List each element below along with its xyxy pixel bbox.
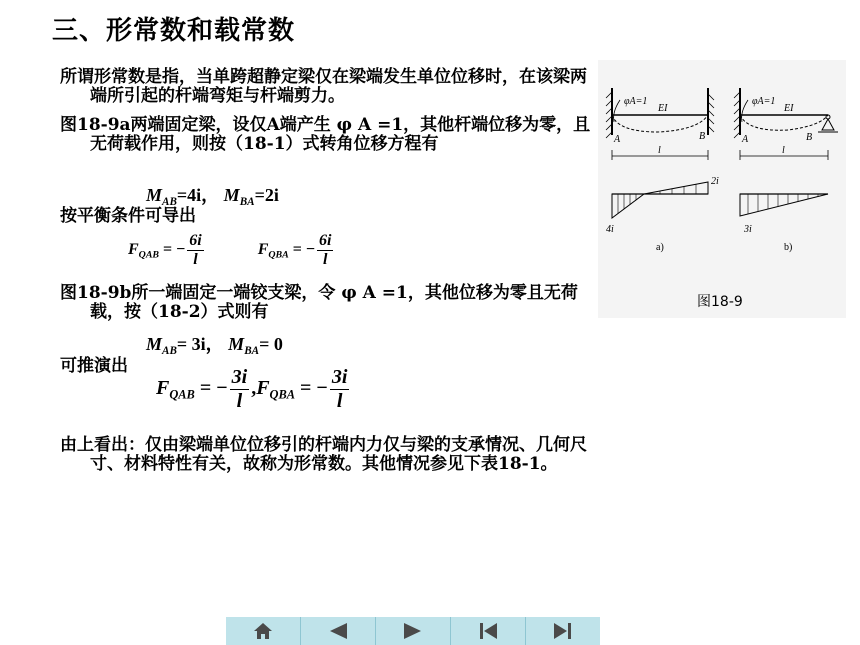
m-ba-value-b: = 0 xyxy=(259,334,283,354)
eq3-separator: ， xyxy=(205,334,224,354)
beam-a xyxy=(606,88,719,253)
home-button[interactable] xyxy=(226,617,301,645)
figure-caption: 图18-9 xyxy=(697,294,743,310)
figure-18-9 xyxy=(598,60,846,318)
first-icon xyxy=(477,621,499,641)
paragraph-fixed-beam-text: 图18-9a两端固定梁，设仅A端产生 φ A =1，其他杆端位移为零，且无荷载作用，则按（18-1）式转角位移方程有 xyxy=(60,115,591,154)
conclusion-text-1: 由上看出：仅由梁端单位位移引的杆端内力仅与梁的支承情况、几何尺寸、材料特性有关，故称为 xyxy=(60,435,587,474)
beam-diagram xyxy=(598,60,846,318)
eq2-sign-1: = − xyxy=(163,241,186,259)
phi-label-a: φA=1 xyxy=(624,96,648,107)
eq1-separator: ， xyxy=(201,185,220,205)
equation-shear-a: $F_{QAB}$ = − $\frac{6i}{l}$ $F_{QBA}$ = − $\frac{6i}{l}$ xyxy=(128,232,332,268)
ei-label-a: EI xyxy=(658,103,668,114)
node-a-label-b: A xyxy=(742,134,749,145)
first-slide-button[interactable] xyxy=(451,617,526,645)
equation-moments-a: $M_{AB}=4i$， $M_{BA}=2i$ xyxy=(146,185,279,208)
figure-a-label: a) xyxy=(656,242,664,253)
f-qab-numerator: 6i xyxy=(189,232,202,249)
length-label-a: l xyxy=(658,145,661,156)
next-slide-button[interactable] xyxy=(376,617,451,645)
m-ba-value: =2i xyxy=(254,185,279,205)
f-qba-denominator: l xyxy=(323,251,328,268)
eq4-sign-2: = − xyxy=(300,377,328,400)
phi-label-b: φA=1 xyxy=(752,96,776,107)
m-ab-value-b: = 3i xyxy=(176,334,206,354)
next-icon xyxy=(402,621,424,641)
last-icon xyxy=(552,621,574,641)
f-qba-numerator-b: 3i xyxy=(331,366,348,388)
previous-slide-button[interactable] xyxy=(301,617,376,645)
node-a-label-a: A xyxy=(614,134,621,145)
node-b-label-b: B xyxy=(806,132,813,143)
paragraph-hinged-beam: 图18-9b所一端固定一端铰支梁，令 φ A =1，其他位移为零且无荷载，按（18-2）式则有 xyxy=(60,283,578,322)
line-balance: 按平衡条件可导出 xyxy=(60,206,196,226)
figure-b-label: b) xyxy=(784,242,793,253)
conclusion-keyword: 形常数 xyxy=(294,454,345,474)
slide-title: 三、形常数和载常数 xyxy=(52,16,296,46)
beam-b xyxy=(734,88,838,253)
ei-label-b: EI xyxy=(784,103,794,114)
moment-2i-label: 2i xyxy=(711,176,719,187)
paragraph-definition: 所谓形常数是指，当单跨超静定梁仅在梁端发生单位位移时，在该梁两端所引起的杆端弯矩与杆端剪力。 xyxy=(60,67,587,106)
conclusion-text-2: 。其他情况参见下表18-1。 xyxy=(345,454,558,474)
f-qab-numerator-b: 3i xyxy=(231,366,248,388)
length-label-b: l xyxy=(782,145,785,156)
eq2-sign-2: = − xyxy=(292,241,316,259)
f-qba-denominator-b: l xyxy=(336,390,343,412)
eq4-sign-1: = − xyxy=(199,377,228,400)
slide-navigation-bar xyxy=(226,617,600,645)
paragraph-conclusion xyxy=(60,436,598,474)
equation-shear-b: $F_{QAB}$ = − $\frac{3i}{l}$ $,F_{QBA}$ = − $\frac{3i}{l}$ xyxy=(156,366,348,412)
f-qab-denominator: l xyxy=(193,251,198,268)
f-qab-denominator-b: l xyxy=(236,390,243,412)
f-qba-numerator: 6i xyxy=(319,232,332,249)
equation-moments-b: $M_{AB}= 3i$， $M_{BA}= 0$ xyxy=(146,334,283,357)
m-ab-value: =4i xyxy=(176,185,202,205)
prev-icon xyxy=(327,621,349,641)
line-derive: 可推演出 xyxy=(60,356,128,376)
moment-4i-label: 4i xyxy=(606,224,614,235)
paragraph-fixed-beam xyxy=(60,116,598,154)
last-slide-button[interactable] xyxy=(526,617,600,645)
node-b-label-a: B xyxy=(699,131,706,142)
home-icon xyxy=(252,621,274,641)
eq4-comma: , xyxy=(251,377,257,400)
moment-3i-label: 3i xyxy=(744,224,752,235)
